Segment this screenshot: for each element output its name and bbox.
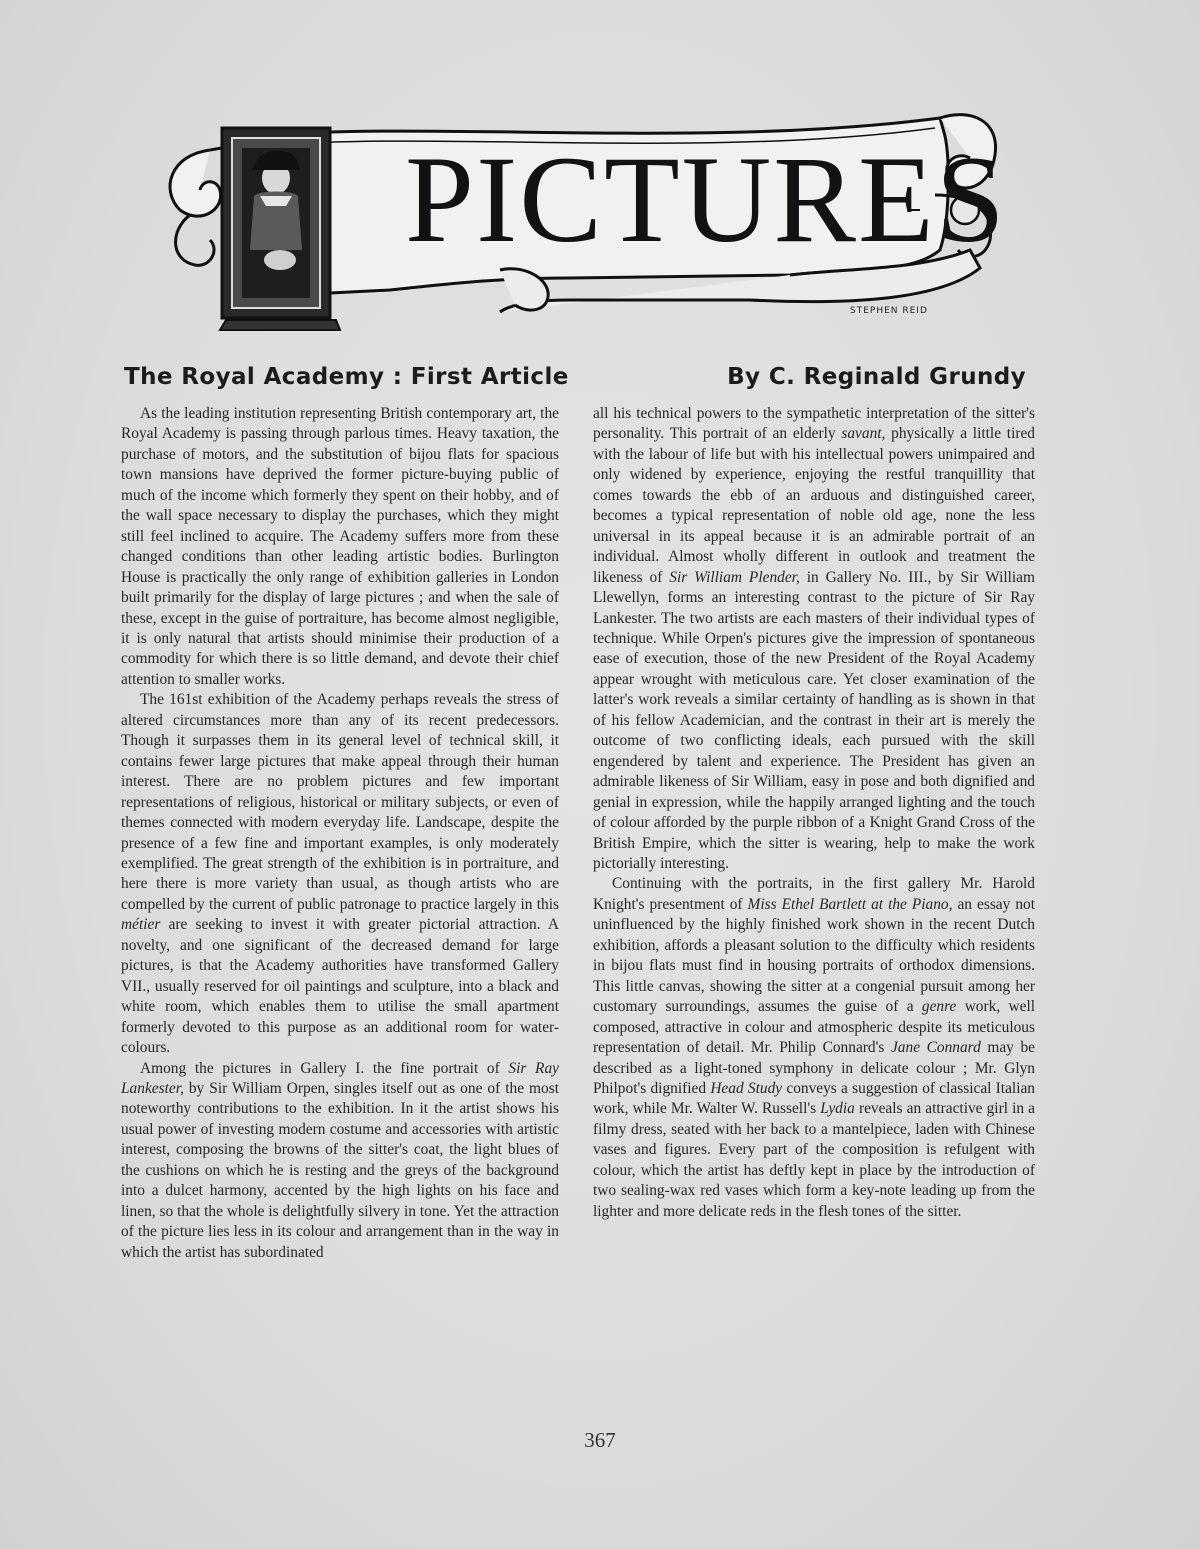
text-run: by Sir William Orpen, singles itself out as one of the most noteworthy contributions to the exhibition. In it the artist shows his usual power of investing modern costume and accessories with artistic interest, composing the browns of the sitter's coat, the light blues of the cushions on which he is resting and the greys of the background into a dulcet harmony, accented by the high lights on his face and linen, so that the whole is delightfully silvery in tone. Yet the attraction of the picture lies less in its colour and arrangement than in the way in which the artist has subordinated [121,1079,559,1261]
text-run: Continuing with the portraits, in the first gallery Mr. Harold Knight's presentment of [593,875,1035,913]
paragraph [121,1059,559,1264]
page-number: 367 [584,1428,616,1452]
italic-term: genre [921,998,957,1016]
text-run: reveals an attractive girl in a filmy dress, seated with her back to a mantelpiece, laden with Chinese vases and figures. Every part of the composition is refulgent with colour, which the artist has deftly kept in place by the introduction of two sealing-wax red vases which form a key-note leading up from the lighter and more delicate reds in the flesh tones of the sitter. [593,1100,1035,1220]
italic-title: Sir Ray Lankester, [121,1059,559,1097]
text-run: all his technical powers to the sympathetic interpretation of the sitter's personality. This portrait of an elderly [593,405,1035,443]
text-run: may be described as a light-toned symphony in delicate colour ; Mr. Glyn Philpot's dignified [593,1039,1035,1097]
article-byline: By C. Reginald Grundy [727,364,1026,390]
paragraph [593,874,1035,1222]
italic-term: savant, [841,425,886,443]
text-run: conveys a suggestion of classical Italian work, while Mr. Walter W. Russell's [593,1079,1035,1118]
header-banner [150,100,1010,350]
paragraph: As the leading institution representing British contemporary art, the Royal Academy is passing through parlous times. Heavy taxation, the purchase of motors, and the substitution of bijou flats for spacious town mansions have deprived the former picture-buying public of much of the income which formerly they spent on their hobby, and of the wall space necessary to display the purchases, which they might still feel inclined to acquire. The Academy suffers more from these changed conditions than other leading artistic bodies. Burlington House is practically the only range of exhibition galleries in London built primarily for the display of large pictures ; and when the sale of these, except in the guise of portraiture, has become almost negligible, it is only natural that artists should minimise their production of a commodity for which there is so little demand, and devote their chief attention to smaller works. [121,405,559,688]
italic-term: métier [121,916,161,934]
text-run: Among the pictures in Gallery I. the fine portrait of [140,1059,509,1077]
italic-title: Jane Connard [890,1039,981,1057]
italic-title: Head Study [710,1079,783,1097]
text-run: physically a little tired with the labour of life but with his intellectual powers unimpaired and only widened by experience, enjoying the restful tranquillity that comes towards the ebb of an arduous and distinguished career, becomes a typical representation of noble old age, none the less universal in its appeal because it is an admirable portrait of an individual. Almost wholly different in outlook and treatment the likeness of [593,425,1036,586]
text-run: are seeking to invest it with greater pictorial attraction. A novelty, and one significant of the decreased demand for large pictures, is that the Academy authorities have transformed Gallery VII., usually reserved for oil paintings and sculpture, into a black and white room, which enables them to utilise the small apartment formerly devoted to this purpose as an additional room for water-colours. [121,916,559,1057]
text-run: an essay not uninfluenced by the highly finished work shown in the recent Dutch exhibition, affords a pleasant solution to the difficulty which residents in bijou flats must find in housing portraits of orthodox dimensions. This little canvas, showing the sitter at a congenial pursuit among her customary surroundings, assumes the guise of a [593,895,1035,1016]
text-run: The 161st exhibition of the Academy perhaps reveals the stress of altered circumstances more than any of its recent predecessors. Though it surpasses them in its general level of technical skill, it contains fewer large pictures that make appeal through their human interest. There are no problem pictures and few important representations of religious, historical or military subjects, or even of themes connected with modern everyday life. Landscape, despite the presence of a few fine and important examples, is only moderately exemplified. The great strength of the exhibition is in portraiture, and here there is more variety than usual, as though artists who are compelled by the current of public patronage to practice largely in this [121,691,559,913]
italic-title: Sir William Plender, [669,568,800,586]
article-title: The Royal Academy : First Article [124,364,569,390]
artist-signature: STEPHEN REID [850,306,928,316]
paragraph [121,690,559,1058]
banner-title: PICTURES [405,131,1007,268]
paragraph [593,404,1035,874]
left-column [121,404,559,1263]
right-column [593,404,1035,1222]
text-run: in Gallery No. III., by Sir William Llewellyn, forms an interesting contrast to the picture of Sir Ray Lankester. The two artists are each masters of their individual types of technique. While Orpen's pictures give the impression of spontaneous ease of execution, those of the new President of the Royal Academy appear wrought with meticulous care. Yet closer examination of the latter's work reveals a similar certainty of handling as is shown in that of his fellow Academician, and the contrast in their art is merely the outcome of two conflicting ideals, each pursued with the skill engendered by talent and experience. The President has given an admirable likeness of Sir William, easy in pose and both dignified and genial in expression, while the happily arranged lighting and the touch of colour afforded by the purple ribbon of a Knight Grand Cross of the British Empire, which the sitter is wearing, help to make the work pictorially interesting. [593,568,1035,872]
italic-title: Lydia [820,1100,855,1118]
article-headline [124,360,1034,400]
italic-title: Miss Ethel Bartlett at the Piano, [747,895,953,913]
text-run: work, well composed, attractive in colour and atmospheric despite its meticulous representation of detail. Mr. Philip Connard's [593,998,1035,1057]
